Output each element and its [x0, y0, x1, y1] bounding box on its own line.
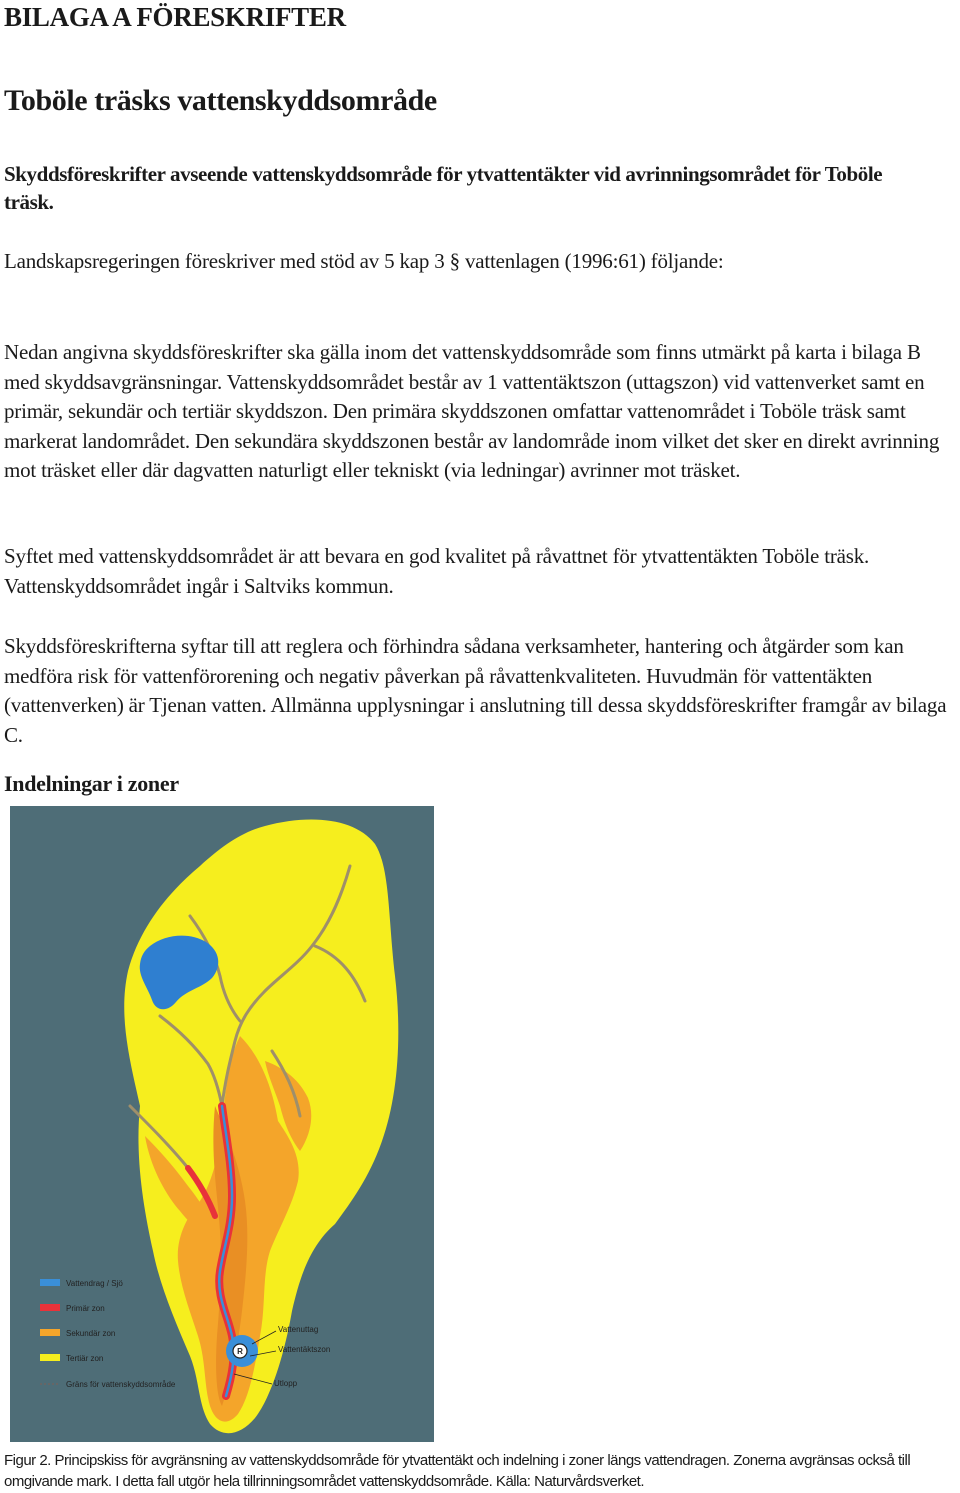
- outlet-annotation: Utlopp: [274, 1379, 298, 1388]
- legend-swatch-primary: [40, 1304, 60, 1311]
- water-plant-marker-label: R: [237, 1347, 243, 1356]
- legend-label-boundary: Gräns för vattenskyddsområde: [66, 1380, 176, 1389]
- paragraph-purpose: Syftet med vattenskyddsområdet är att bevara en god kvalitet på råvattnet för ytvattentäkten Toböle träsk. Vattenskyddsområdet ingår i Saltviks kommun.: [4, 544, 870, 598]
- zone-map: [10, 806, 434, 1442]
- figure-caption: Figur 2. Principskiss för avgränsning av vattenskyddsområde för ytvattentäkt och indelning i zoner längs vattendragen. Zonerna avgränsas också till omgivande mark. I detta fall utgör hela tillrinningsområdet vattenskyddsområde. Källa: Naturvårdsverket.: [4, 1452, 911, 1490]
- legend-swatch-secondary: [40, 1329, 60, 1336]
- intake-annotation: Vattenuttag: [278, 1325, 319, 1334]
- paragraph-zones: Nedan angivna skyddsföreskrifter ska gälla inom det vattenskyddsområde som finns utmärkt på karta i bilaga B med skyddsavgränsningar. Vattenskyddsområdet består av 1 vattentäktszon (uttagszon) vid vattenverket samt en primär, sekundär och tertiär skyddszon. Den primära skyddszonen omfattar vattenområdet i Toböle träsk samt markerat landområdet. Den sekundära skyddszonen består av landområde inom vilket det sker en direkt avrinning mot träsket eller där dagvatten naturligt eller tekniskt (via ledningar) avrinner mot träsket.: [4, 340, 940, 482]
- section-heading: Indelningar i zoner: [4, 771, 179, 796]
- legend-swatch-water: [40, 1279, 60, 1286]
- map-legend: [40, 1279, 176, 1389]
- paragraph-legal-basis: Landskapsregeringen föreskriver med stöd av 5 kap 3 § vattenlagen (1996:61) följande:: [4, 249, 724, 273]
- appendix-header: BILAGA A FÖRESKRIFTER: [4, 2, 346, 32]
- legend-label-tertiary: Tertiär zon: [66, 1354, 104, 1363]
- legend-label-secondary: Sekundär zon: [66, 1329, 116, 1338]
- document-title: Toböle träsks vattenskyddsområde: [4, 84, 437, 117]
- legend-swatch-tertiary: [40, 1354, 60, 1361]
- document-subtitle: Skyddsföreskrifter avseende vattenskyddsområde för ytvattentäkter vid avrinningsområdet för Toböle träsk.: [4, 162, 883, 214]
- plant-annotation: Vattentäktszon: [278, 1345, 331, 1354]
- paragraph-regulation: Skyddsföreskrifterna syftar till att reglera och förhindra sådana verksamheter, hantering och åtgärder som kan medföra risk för vattenförorening och negativ påverkan på råvattenkvaliteten. Huvudmän för vattentäkten (vattenverken) är Tjenan vatten. Allmänna upplysningar i anslutning till dessa skyddsföreskrifter framgår av bilaga C.: [4, 634, 947, 747]
- legend-label-water: Vattendrag / Sjö: [66, 1279, 123, 1288]
- legend-label-primary: Primär zon: [66, 1304, 105, 1313]
- zone-map-drawing: [10, 806, 434, 1442]
